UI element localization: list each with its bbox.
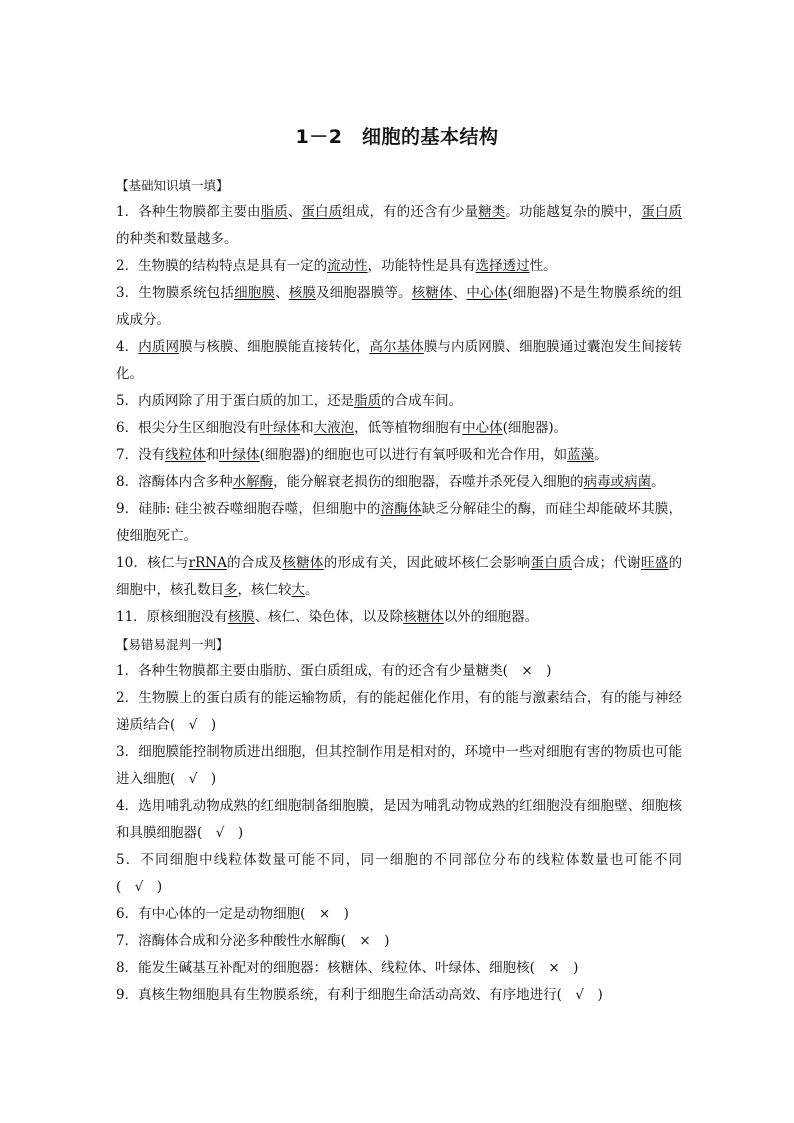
item-text: 9．硅肺: 硅尘被吞噬细胞吞噬，但细胞中的 bbox=[116, 501, 381, 517]
judgement-item bbox=[116, 793, 682, 847]
blank-answer: 蛋白质 bbox=[301, 204, 343, 220]
blank-answer: 核糖体 bbox=[411, 285, 453, 301]
item-text: 以外的细胞器。 bbox=[443, 609, 539, 625]
blank-answer: 脂质 bbox=[354, 393, 382, 409]
item-text: 1．各种生物膜都主要由 bbox=[116, 204, 261, 220]
blank-answer: 细胞膜 bbox=[234, 285, 276, 301]
judgement-answer: ( × ) bbox=[300, 906, 349, 922]
judgement-item bbox=[116, 685, 682, 739]
basics-item bbox=[116, 334, 682, 388]
item-text: 组成，有的还含有少量 bbox=[342, 204, 479, 220]
judgement-item bbox=[116, 847, 682, 901]
item-text: ，低等植物细胞有 bbox=[354, 420, 463, 436]
item-text: (细胞器)。 bbox=[502, 420, 568, 436]
judgement-text: 7．溶酶体合成和分泌多种酸性水解酶 bbox=[116, 933, 341, 949]
item-text: 5．内质网除了用于蛋白质的加工，还是 bbox=[116, 393, 355, 409]
page-title: 1－2 细胞的基本结构 bbox=[295, 126, 499, 148]
judgement-item bbox=[116, 982, 682, 1009]
section-heading-judgement: 【易错易混判一判】 bbox=[116, 637, 229, 652]
item-text: 7．没有 bbox=[116, 447, 166, 463]
judgement-text: 5．不同细胞中线粒体数量可能不同，同一细胞的不同部位分布的线粒体数量也可能不同 bbox=[116, 852, 682, 868]
blank-answer: 糖类 bbox=[478, 204, 506, 220]
item-text: (细胞器)的细胞也可以进行有氧呼吸和光合作用，如 bbox=[259, 447, 568, 463]
judgement-list bbox=[116, 658, 682, 1009]
judgement-text: 4．选用哺乳动物成熟的红细胞制备细胞膜，是因为哺乳动物成熟的红细胞没有细胞壁、细胞核和具膜细胞器 bbox=[116, 798, 682, 841]
basics-item bbox=[116, 550, 682, 604]
blank-answer: 多 bbox=[224, 582, 238, 598]
blank-answer: 脂质 bbox=[260, 204, 288, 220]
blank-answer: 病毒或病菌 bbox=[583, 474, 652, 490]
judgement-item bbox=[116, 901, 682, 928]
blank-answer: 叶绿体 bbox=[259, 420, 301, 436]
item-text: 8．溶酶体内含多种 bbox=[116, 474, 233, 490]
item-text: 和 bbox=[300, 420, 314, 436]
judgement-answer: ( × ) bbox=[340, 933, 390, 949]
item-text: 11．原核细胞没有 bbox=[116, 609, 228, 625]
item-text: 4． bbox=[116, 339, 139, 355]
item-text: 、 bbox=[287, 204, 302, 220]
item-text: 。 bbox=[305, 582, 319, 598]
item-text: 、 bbox=[452, 285, 467, 301]
blank-answer: 内质网 bbox=[138, 339, 180, 355]
basics-item bbox=[116, 415, 682, 442]
blank-answer: 核膜 bbox=[227, 609, 255, 625]
item-text: 的细胞中，核孔数目 bbox=[116, 555, 683, 598]
item-text: ，能分解衰老损伤的细胞器，吞噬并杀死侵入细胞的 bbox=[273, 474, 584, 490]
blank-answer: 蓝藻 bbox=[567, 447, 595, 463]
item-text: 缺乏分解硅尘的酶，而硅尘却能破坏其膜，使细胞死亡。 bbox=[116, 501, 683, 544]
judgement-answer: ( √ ) bbox=[170, 771, 217, 787]
item-text: 3．生物膜系统包括 bbox=[116, 285, 235, 301]
judgement-item bbox=[116, 928, 682, 955]
blank-answer: 核膜 bbox=[288, 285, 317, 301]
basics-item bbox=[116, 496, 682, 550]
judgement-item bbox=[116, 658, 682, 685]
item-text: 的合成及 bbox=[226, 555, 283, 571]
basics-item bbox=[116, 199, 682, 253]
blank-answer: 大 bbox=[291, 582, 305, 598]
item-text: 膜与核膜、细胞膜能直接转化， bbox=[179, 339, 370, 355]
judgement-answer: ( √ ) bbox=[116, 879, 163, 895]
basics-item bbox=[116, 388, 682, 415]
item-text: 2．生物膜的结构特点是具有一定的 bbox=[116, 258, 328, 274]
item-text: ，功能特性是具有 bbox=[367, 258, 476, 274]
section-heading-basics: 【基础知识填一填】 bbox=[116, 178, 229, 193]
item-text: 的种类和数量越多。 bbox=[116, 231, 238, 247]
item-text: 的形成有关，因此破坏核仁会影响 bbox=[323, 555, 531, 571]
item-text: 膜与内质网膜、细胞膜通过囊泡发生间接转化。 bbox=[116, 339, 683, 382]
judgement-item bbox=[116, 955, 682, 982]
item-text: 6．根尖分生区细胞没有 bbox=[116, 420, 260, 436]
blank-answer: 旺盛 bbox=[640, 555, 669, 571]
judgement-answer: ( × ) bbox=[529, 960, 579, 976]
judgement-answer: ( √ ) bbox=[197, 825, 244, 841]
item-text: 。 bbox=[594, 447, 608, 463]
blank-answer: 溶酶体 bbox=[380, 501, 422, 517]
document-body bbox=[116, 172, 682, 1009]
blank-answer: 选择透过 bbox=[475, 258, 530, 274]
blank-answer: rRNA bbox=[188, 555, 227, 571]
judgement-item bbox=[116, 739, 682, 793]
blank-answer: 核糖体 bbox=[282, 555, 324, 571]
blank-answer: 水解酶 bbox=[232, 474, 274, 490]
basics-item bbox=[116, 280, 682, 334]
item-text: 和 bbox=[205, 447, 220, 463]
item-text: 10．核仁与 bbox=[116, 555, 189, 571]
judgement-answer: ( × ) bbox=[502, 663, 552, 679]
blank-answer: 线粒体 bbox=[165, 447, 206, 463]
judgement-answer: ( √ ) bbox=[556, 987, 603, 1003]
item-text: (细胞器)不是生物膜系统的组成成分。 bbox=[116, 285, 683, 328]
judgement-text: 6．有中心体的一定是动物细胞 bbox=[116, 906, 301, 922]
item-text: ，核仁较 bbox=[237, 582, 292, 598]
judgement-text: 9．真核生物细胞具有生物膜系统，有利于细胞生命活动高效、有序地进行 bbox=[116, 987, 557, 1003]
item-text: 性。 bbox=[529, 258, 557, 274]
blank-answer: 中心体 bbox=[466, 285, 508, 301]
judgement-text: 2．生物膜上的蛋白质有的能运输物质，有的能起催化作用，有的能与激素结合，有的能与神经递质结合 bbox=[116, 690, 682, 733]
basics-item bbox=[116, 253, 682, 280]
blank-answer: 叶绿体 bbox=[219, 447, 260, 463]
item-text: 、 bbox=[275, 285, 289, 301]
blank-answer: 大液泡 bbox=[313, 420, 355, 436]
blank-answer: 高尔基体 bbox=[369, 339, 424, 355]
judgement-text: 1．各种生物膜都主要由脂肪、蛋白质组成，有的还含有少量糖类 bbox=[116, 663, 503, 679]
basics-list bbox=[116, 199, 682, 631]
blank-answer: 蛋白质 bbox=[641, 204, 683, 220]
blank-answer: 蛋白质 bbox=[530, 555, 572, 571]
item-text: 。功能越复杂的膜中， bbox=[505, 204, 642, 220]
blank-answer: 流动性 bbox=[327, 258, 368, 274]
item-text: 、核仁、染色体，以及除 bbox=[254, 609, 404, 625]
basics-item bbox=[116, 469, 682, 496]
basics-item bbox=[116, 442, 682, 469]
blank-answer: 核糖体 bbox=[403, 609, 444, 625]
judgement-answer: ( √ ) bbox=[170, 717, 217, 733]
item-text: 的合成车间。 bbox=[381, 393, 463, 409]
item-text: 合成；代谢 bbox=[572, 555, 641, 571]
basics-item bbox=[116, 604, 682, 631]
judgement-text: 3．细胞膜能控制物质进出细胞，但其控制作用是相对的，环境中一些对细胞有害的物质也可能进入细胞 bbox=[116, 744, 682, 787]
item-text: 及细胞器膜等。 bbox=[316, 285, 412, 301]
blank-answer: 中心体 bbox=[462, 420, 503, 436]
judgement-text: 8．能发生碱基互补配对的细胞器：核糖体、线粒体、叶绿体、细胞核 bbox=[116, 960, 530, 976]
item-text: 。 bbox=[651, 474, 665, 490]
